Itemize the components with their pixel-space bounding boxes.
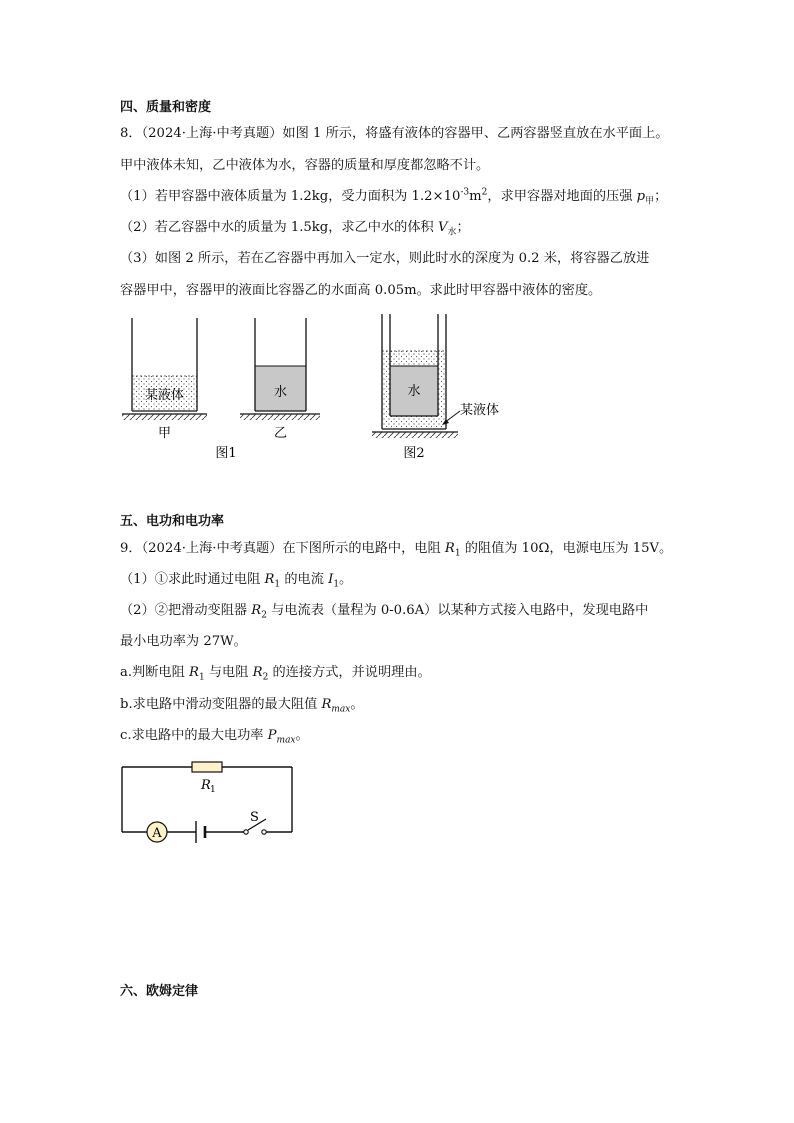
q9-part-b-r-sub: max: [331, 704, 351, 715]
q9-intro: [120, 540, 672, 558]
container-yi: [240, 318, 320, 441]
q9-part2-r-sub: 2: [261, 610, 267, 621]
container-yi-label: 乙: [273, 426, 288, 441]
q9-intro-r-var: R: [444, 541, 455, 556]
q8-part1-text2: ，求甲容器对地面的压强: [487, 189, 637, 204]
q8-part1: [120, 188, 667, 206]
q9-part1-i-var: I: [328, 572, 334, 587]
liquid-label: 某液体: [144, 388, 185, 403]
q9-part2: [120, 602, 648, 620]
q8-volume-sub: 水: [447, 227, 457, 238]
q9-part-a-end: 的连接方式，并说明理由。: [268, 665, 431, 680]
q9-part-c-end: 。: [295, 728, 309, 743]
q9-part-a-text: a.判断电阻: [120, 665, 189, 680]
q9-part-c-text: c.求电路中的最大电功率: [120, 728, 268, 743]
q8-pressure-var: p: [636, 189, 646, 204]
figure-2: [372, 314, 499, 461]
q9-part1: [120, 571, 352, 589]
q8-part2-text: （2）若乙容器中水的质量为 1.5kg，求乙中水的体积: [120, 220, 438, 235]
q9-part-b-end: 。: [350, 697, 364, 712]
fig2-liquid-label: 某液体: [460, 403, 500, 418]
q9-intro-r-sub: 1: [454, 548, 461, 559]
container-jia: [122, 318, 207, 441]
ammeter-label: A: [152, 826, 162, 841]
q9-part-c-p-var: P: [267, 728, 277, 743]
q9-part2-text2: 与电流表（量程为 0-0.6A）以某种方式接入电路中，发现电路中: [266, 603, 649, 618]
q8-part1-text: （1）若甲容器中液体质量为 1.2kg，受力面积为 1.2×10: [120, 189, 461, 204]
q9-part2-text: （2）②把滑动变阻器: [120, 603, 252, 618]
q9-intro-text2: 的阻值为 10Ω，电源电压为 15V。: [460, 541, 673, 556]
q9-part-b: [120, 696, 364, 714]
q9-part-b-text: b.求电路中滑动变阻器的最大阻值: [120, 697, 322, 712]
section-heading-electric-work: 五、电功和电功率: [120, 514, 225, 529]
q8-intro-line1: 8．（2024·上海·中考真题）如图 1 所示，将盛有液体的容器甲、乙两容器竖直放在水平面上。: [120, 126, 669, 141]
q8-part1-exponent: -3: [460, 187, 470, 198]
q9-part-a: [120, 664, 431, 682]
q8-part3-line1: （3）如图 2 所示，若在乙容器中再加入一定水，则此时水的深度为 0.2 米，将容器乙放进: [120, 251, 650, 266]
q9-intro-text: 9．（2024·上海·中考真题）在下图所示的电路中，电阻: [120, 541, 445, 556]
q8-volume-var: V: [437, 220, 448, 235]
circuit-wires: [122, 767, 292, 832]
q8-figure: [0, 310, 794, 480]
q9-part-a-r2-var: R: [252, 665, 263, 680]
container-jia-label: 甲: [157, 426, 172, 441]
fig2-water-label: 水: [407, 384, 421, 399]
water-label: 水: [273, 385, 288, 400]
q8-part3-line2: 容器甲中，容器甲的液面比容器乙的水面高 0.05m。求此时甲容器中液体的密度。: [120, 283, 602, 298]
q9-part-c: [120, 727, 309, 745]
battery-icon: [196, 821, 205, 843]
q9-circuit: [0, 755, 794, 845]
fig1-caption: 图1: [215, 446, 237, 461]
switch-label: S: [250, 810, 259, 825]
q8-part1-square: 2: [481, 187, 488, 198]
q8-part2: [120, 219, 470, 237]
q9-part1-mid: 的电流: [280, 572, 329, 587]
q8-part2-end: ；: [456, 220, 470, 235]
q9-part-c-p-sub: max: [276, 735, 296, 746]
resistor-r1-label: R: [201, 778, 211, 793]
q8-pressure-sub: 甲: [645, 196, 655, 207]
q9-part-b-r-var: R: [321, 697, 332, 712]
q9-part-a-mid: 与电阻: [204, 665, 253, 680]
resistor-r1-sub: 1: [210, 785, 216, 795]
q8-intro-line2: 甲中液体未知，乙中液体为水，容器的质量和厚度都忽略不计。: [120, 158, 490, 173]
q9-part-a-r1-var: R: [189, 665, 199, 680]
fig2-caption: 图2: [403, 446, 425, 461]
q9-part-a-r1-sub: 1: [198, 672, 205, 683]
q9-part1-i-sub: 1: [333, 579, 340, 590]
q9-part2-line2: 最小电功率为 27W。: [120, 634, 247, 649]
section-heading-ohms-law: 六、欧姆定律: [120, 984, 199, 999]
section-heading-mass-density: 四、质量和密度: [120, 100, 212, 115]
q9-part2-r-var: R: [251, 603, 262, 618]
resistor-r1: [192, 762, 222, 772]
q9-part1-r-sub: 1: [274, 579, 281, 590]
q9-part-a-r2-sub: 2: [262, 672, 269, 683]
q9-part1-r-var: R: [264, 572, 275, 587]
q8-part1-unit: m: [469, 189, 482, 204]
q8-part1-end: ；: [654, 189, 668, 204]
q9-part1-text: （1）①求此时通过电阻: [120, 572, 265, 587]
q9-part1-end: 。: [339, 572, 353, 587]
